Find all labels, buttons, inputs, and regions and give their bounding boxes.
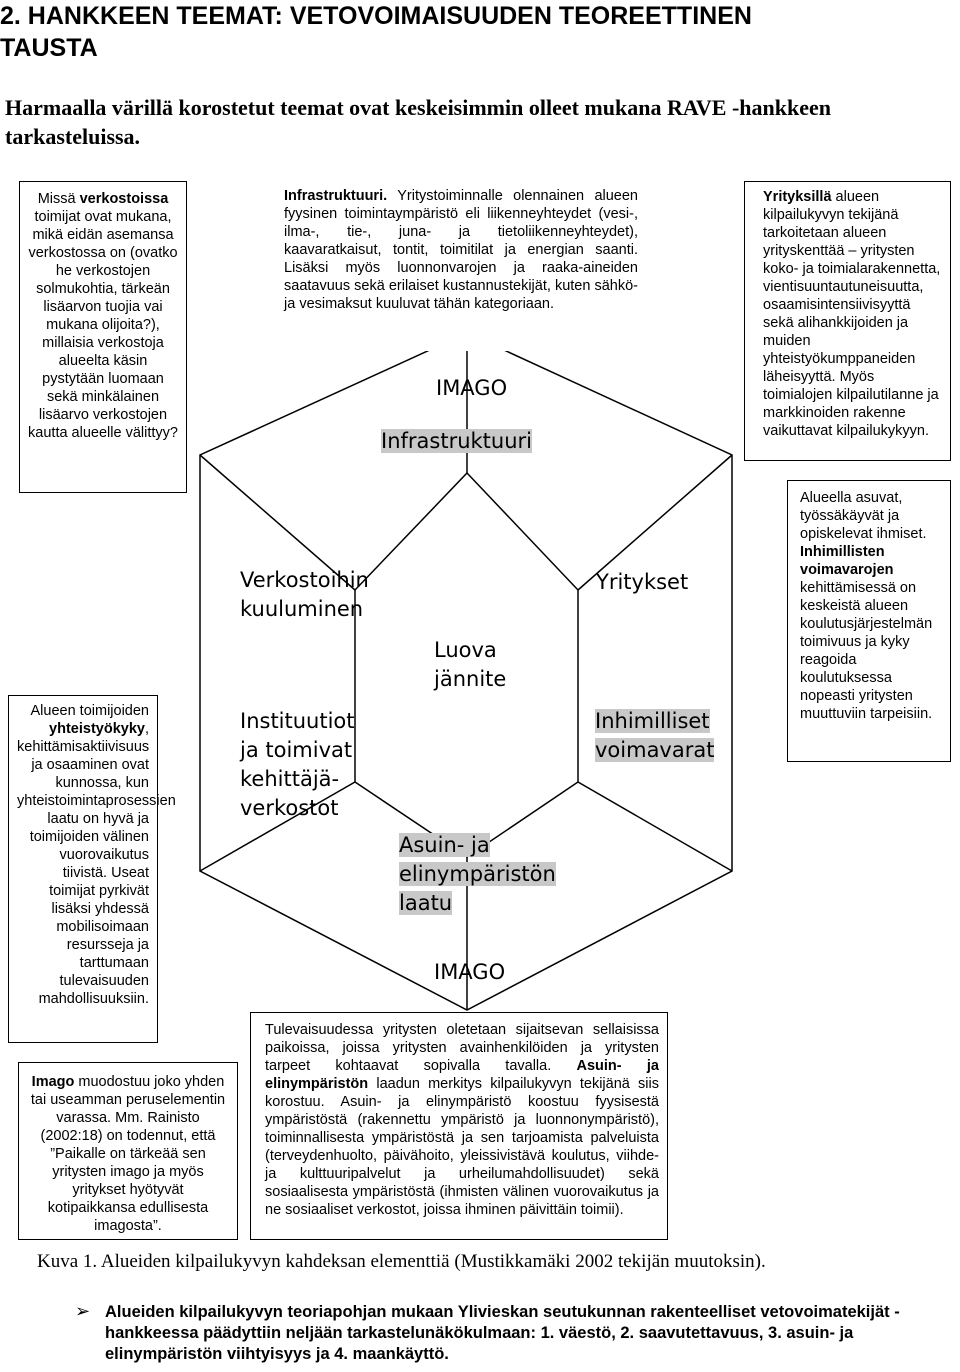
- label-imago-bottom: IMAGO: [434, 960, 506, 984]
- label-yritykset: Yritykset: [596, 570, 689, 594]
- label-verkostoihin: Verkostoihin kuuluminen: [240, 568, 369, 621]
- summary-bullet: Alueiden kilpailukyvyn teoriapohjan mukaan Ylivieskan seutukunnan rakenteelliset vetovoimatekijät -hankkeessa päädyttiin neljään tarkastelunäkökulmaan: 1. väestö, 2. saavutettavuus, 3. asuin- ja elinympäristön viihtyisyys ja 4. maankäyttö.: [105, 1303, 900, 1363]
- label-asuin: Asuin- ja elinympäristön laatu: [399, 833, 556, 915]
- label-luova-jannite: Luova jännite: [434, 638, 507, 691]
- page-subtitle: Harmaalla värillä korostetut teemat ovat keskeisimmin olleet mukana RAVE -hankkeen tarkasteluissa.: [5, 95, 831, 149]
- connector-lower-right: [578, 782, 732, 871]
- arrow-bullet-icon: ➢: [75, 1301, 91, 1322]
- box-verkostot: Missä verkostoissa toimijat ovat mukana, mikä eidän asemansa verkostossa on (ovatko he verkostojen solmukohtia, tärkeän lisäarvon tuojia vai mukana olijoita?), millaisia verkostoja alueelta käsin pystytään luomaan sekä minkälainen lisäarvo verkostojen kautta alueelle välittyy?: [19, 181, 187, 493]
- label-inhimilliset: Inhimilliset voimavarat: [595, 709, 715, 762]
- figure-caption: Kuva 1. Alueiden kilpailukyvyn kahdeksan elementtiä (Mustikkamäki 2002 tekijän muutoksin).: [37, 1251, 766, 1272]
- box-asuin: Tulevaisuudessa yritysten oletetaan sijaitsevan sellaisissa paikoissa, joissa yritysten avainhenkilöiden ja yritysten tarpeet kohtaavat sopivalla tavalla. Asuin- ja elinympäristön laadun merkitys kilpailukyvyn tekijänä siis korostuu. Asuin- ja elinympäristö koostuu fyysisestä ympäristöstä (rakennettu ympäristö ja luonnonympäristö), toiminnallisesta ympäristöstä ja sen tarjoamista palveluista (terveydenhuolto, päivähoito, yleissivistävä koulutus, viihde- ja kulttuuripalvelut ja urheilumahdollisuudet) sekä sosiaalisesta ympäristöstä (ihmisten välinen vuorovaikutus ja ne sosiaaliset verkostot, joissa ihminen päivittäin toimii).: [250, 1012, 668, 1240]
- box-imago: Imago muodostuu joko yhden tai useamman peruselementin varassa. Mm. Rainisto (2002:18) on todennut, että ”Paikalle on tärkeää sen yritysten imago ja myös yritykset hyötyvät kotipaikkansa edullisesta imagosta”.: [18, 1062, 238, 1240]
- box-inhimilliset: Alueella asuvat, työssäkäyvät ja opiskelevat ihmiset. Inhimillisten voimavarojen kehittämisessä on keskeistä alueen koulutusjärjestelmän toimivuus ja kyky reagoida koulutuksessa nopeasti yritysten muuttuviin tarpeisiin.: [787, 480, 951, 762]
- box-yritykset: Yrityksillä alueen kilpailukyvyn tekijänä tarkoitetaan alueen yrityskenttää – yritysten koko- ja toimialarakennetta, vientisuuntautuneisuutta, osaamisintensiivisyyttä sekä alihankkijoiden ja muiden yhteistyökumppaneiden läheisyyttä. Myös toimialojen kilpailutilanne ja markkinoiden rakenne vaikuttavat kilpailukykyyn.: [744, 181, 951, 461]
- page-title: 2. HANKKEEN TEEMAT: VETOVOIMAISUUDEN TEOREETTINEN TAUSTA: [0, 2, 752, 62]
- box-instituutiot: Alueen toimijoiden yhteistyökyky, kehittämisaktiivisuus ja osaaminen ovat kunnossa, kun yhteistoimintaprosessien laatu on hyvä ja toimijoiden välinen vuorovaikutus tiivistä. Useat toimijat pyrkivät lisäksi yhdessä mobilisoimaan resursseja ja tarttumaan tulevaisuuden mahdollisuuksiin.: [8, 695, 158, 1043]
- label-imago-top: IMAGO: [436, 376, 508, 400]
- label-infrastruktuuri: Infrastruktuuri: [381, 429, 532, 453]
- label-instituutiot: Instituutiot ja toimivat kehittäjä- verkostot: [240, 709, 355, 820]
- box-infrastruktuuri: Infrastruktuuri. Yritystoiminnalle olennainen alueen fyysinen toimintaympäristö eli liikenneyhteydet (vesi-, ilma-, tie-, juna- ja tietoliikenneyhteydet), kaavaratkaisut, tontit, toimitilat ja energian saanti. Lisäksi myös luonnonvarojen ja raaka-aineiden saatavuus sekä erilaiset kustannustekijät, kuten sähkö- ja vesimaksut kuuluvat tähän kategoriaan.: [280, 181, 642, 351]
